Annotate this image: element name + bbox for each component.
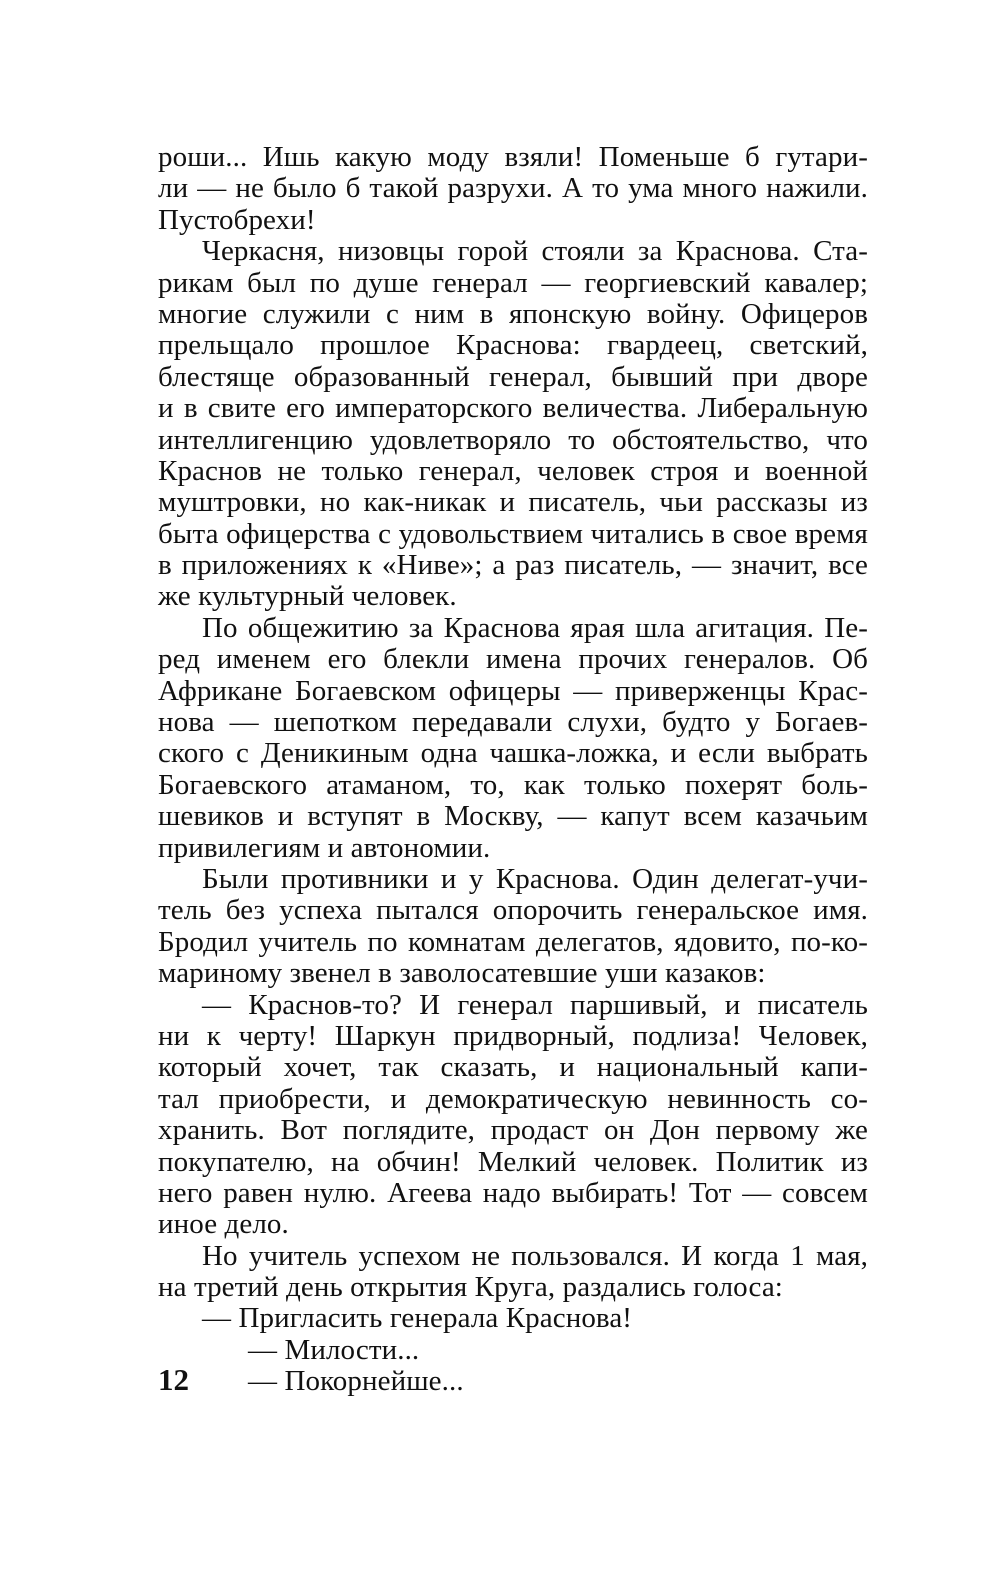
text-line: в приложениях к «Ниве»; а раз писатель, — значит, все xyxy=(158,549,868,582)
text-line: на третий день открытия Круга, раздались голоса: xyxy=(158,1271,783,1304)
text-line: прельщало прошлое Краснова: гвардеец, светский, xyxy=(158,329,868,362)
text-line: шевиков и вступят в Москву, — капут всем казачьим xyxy=(158,800,868,833)
text-line: многие служили с ним в японскую войну. Офицеров xyxy=(158,297,868,330)
text-line: ред именем его блекли имена прочих генералов. Об xyxy=(158,643,868,676)
text-line: — Краснов-то? И генерал паршивый, и писатель xyxy=(202,988,868,1021)
text-line: блестяще образованный генерал, бывший при дворе xyxy=(158,360,868,393)
text-line: роши... Ишь какую моду взяли! Поменьше б гутари- xyxy=(158,141,868,173)
text-line: Были противники и у Краснова. Один делегат-учи- xyxy=(202,862,868,895)
text-line: Краснов не только генерал, человек строя и военной xyxy=(158,454,868,487)
text-line: тал приобрести, и демократическую невинность со- xyxy=(158,1082,868,1115)
text-line: Африкане Богаевском офицеры — приверженцы Крас- xyxy=(158,674,868,707)
text-line: ни к черту! Шаркун придворный, подлиза! Человек, xyxy=(158,1019,868,1052)
text-line: же культурный человек. xyxy=(158,580,457,613)
body-text xyxy=(158,142,868,1398)
text-line: Но учитель успехом не пользовался. И когда 1 мая, xyxy=(202,1239,868,1272)
text-line: мариному звенел в заволосатевшие уши казаков: xyxy=(158,957,766,990)
text-line: муштровки, но как-никак и писатель, чьи рассказы из xyxy=(158,486,868,519)
text-line: По общежитию за Краснова ярая шла агитация. Пе- xyxy=(202,611,868,644)
text-line: Бродил учитель по комнатам делегатов, ядовито, по-ко- xyxy=(158,925,868,958)
text-line: ли — не было б такой разрухи. А то ума много нажили. xyxy=(158,172,868,205)
text-line: быта офицерства с удовольствием читались в свое время xyxy=(158,517,868,550)
text-line: тель без успеха пытался опорочить генеральское имя. xyxy=(158,894,868,927)
text-line: Богаевского атаманом, то, как только похерят боль- xyxy=(158,768,868,801)
text-line: интеллигенцию удовлетворяло то обстоятельство, что xyxy=(158,423,868,456)
text-line: который хочет, так сказать, и национальный капи- xyxy=(158,1051,868,1084)
text-line: него равен нулю. Агеева надо выбирать! Тот — совсем xyxy=(158,1176,868,1209)
text-line: Пустобрехи! xyxy=(158,203,316,236)
page-number: 12 xyxy=(158,1362,189,1397)
text-line: ского с Деникиным одна чашка-ложка, и если выбрать xyxy=(158,737,868,770)
text-line: — Покорнейше... xyxy=(248,1365,464,1398)
text-line: Черкасня, низовцы горой стояли за Краснова. Ста- xyxy=(202,235,868,268)
text-line: — Милости... xyxy=(248,1333,420,1366)
text-line: рикам был по душе генерал — георгиевский кавалер; xyxy=(158,266,868,299)
text-line: и в свите его императорского величества. Либеральную xyxy=(158,392,868,425)
text-line: привилегиям и автономии. xyxy=(158,831,491,864)
text-line: нова — шепотком передавали слухи, будто у Богаев- xyxy=(158,706,868,739)
text-line: хранить. Вот поглядите, продаст он Дон первому же xyxy=(158,1114,868,1147)
text-line: иное дело. xyxy=(158,1208,289,1241)
text-line: покупателю, на обчин! Мелкий человек. Политик из xyxy=(158,1145,868,1178)
text-line: — Пригласить генерала Краснова! xyxy=(202,1302,633,1335)
